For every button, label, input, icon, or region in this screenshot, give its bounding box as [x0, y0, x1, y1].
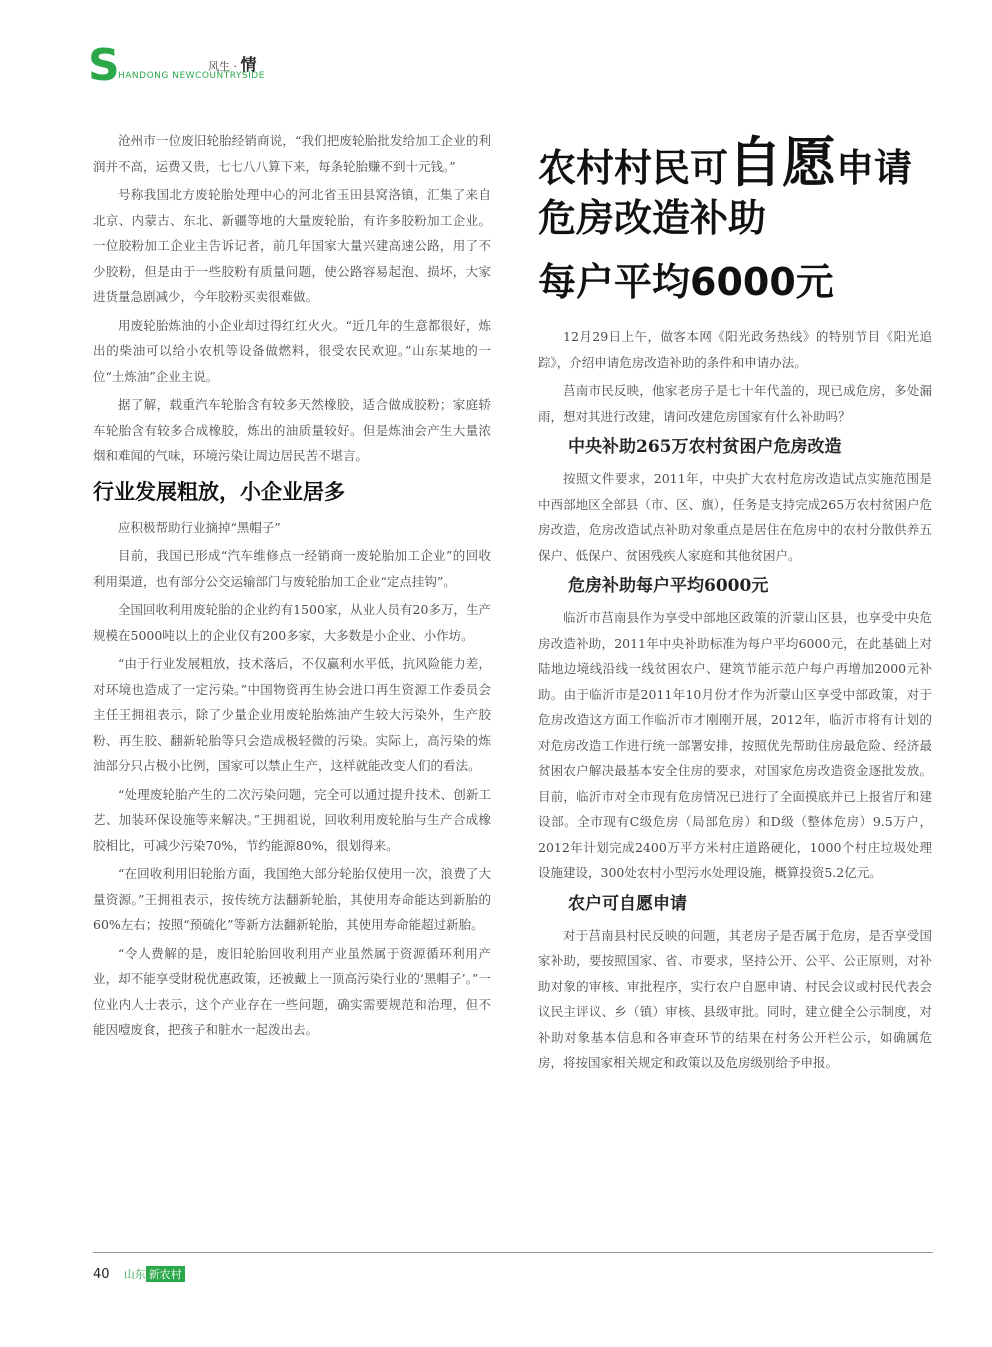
title-line-2: 危房改造补助	[538, 196, 767, 240]
title-line-1-part-b: 申请	[836, 146, 913, 190]
paragraph: 沧州市一位废旧轮胎经销商说，“我们把废轮胎批发给加工企业的利润并不高，运费又贵，七七八八算下来，每条轮胎赚不到十元钱。”	[93, 133, 491, 174]
paragraph: 全国回收利用废轮胎的企业约有1500家，从业人员有20多万，生产规模在5000吨以上的企业仅有200多家，大多数是小企业、小作坊。	[93, 602, 491, 643]
paragraph: 对于莒南县村民反映的问题，其老房子是否属于危房，是否享受国家补助，要按照国家、省、市要求，坚持公开、公平、公正原则，对补助对象的审核、审批程序，实行农户自愿申请、村民会议或村民代表会议民主评议、乡（镇）审核、县级审批。同时，建立健全公示制度，对补助对象基本信息和各审查环节的结果在村务公开栏公示，如确属危房，将按国家相关规定和政策以及危房级别给予申报。	[538, 927, 932, 1070]
paragraph: 应积极帮助行业摘掉“黑帽子”	[118, 519, 281, 535]
paragraph: 用废轮胎炼油的小企业却过得红红火火。“近几年的生意都很好，炼出的柴油可以给小农机等设备做燃料，很受农民欢迎。”山东某地的一位“土炼油”企业主说。	[93, 317, 491, 384]
right-column	[538, 324, 932, 1079]
column-name-big: 情	[240, 55, 257, 74]
magazine-header	[88, 40, 288, 91]
title-line-3: 每户平均6000元	[538, 260, 834, 304]
subsection-heading: 中央补助265万农村贫困户危房改造	[568, 437, 842, 457]
logo-letter: S	[88, 40, 120, 91]
paragraph: “令人费解的是，废旧轮胎回收利用产业虽然属于资源循环利用产业，却不能享受財税优惠政策，还被戴上一顶高污染行业的‘黑帽子’。”一位业内人士表示，这个产业存在一些问题，确实需要规范和治理，但不能因噎废食，把孩子和脏水一起泼出去。	[93, 945, 491, 1037]
article-sections	[538, 432, 932, 1076]
logo-subtitle: HANDONG NEWCOUNTRYSIDE	[118, 71, 265, 81]
footer-brand-prefix: 山东	[123, 1268, 146, 1281]
title-line-1-part-a: 农村村民可	[538, 146, 729, 190]
paragraph: 按照文件要求，2011年，中央扩大农村危房改造试点实施范围是中西部地区全部县（市、区、旗），任务是支持完成265万农村贫困户危房改造，危房改造试点补助对象重点是居住在危房中的农村分散供养五保户、低保户、贫困残疾人家庭和其他贫困户。	[538, 471, 932, 563]
title-line-1-emphasis: 自愿	[728, 131, 837, 194]
paragraph: 目前，我国已形成“汽车维修点一经销商一废轮胎加工企业”的回收利用渠道，也有部分公交运输部门与废轮胎加工企业“定点挂钩”。	[93, 548, 491, 589]
column-name: 风生 · 情	[208, 55, 257, 74]
paragraph: “在回收利用旧轮胎方面，我国绝大部分轮胎仅使用一次，浪费了大量资源。”王拥祖表示，按传统方法翻新轮胎，其使用寿命能达到新胎的60%左右；按照“预硫化”等新方法翻新轮胎，其使用寿命能超过新胎。	[93, 866, 491, 932]
title-line-1	[538, 131, 938, 194]
paragraph: 临沂市莒南县作为享受中部地区政策的沂蒙山区县，也享受中央危房改造补助，2011年中央补助标准为每户平均6000元，在此基础上对陆地边境线沿线一线贫困农户、建筑节能示范户每户再增加2000元补助。由于临沂市是2011年10月份才作为沂蒙山区享受中部政策，对于危房改造这方面工作临沂市才刚刚开展，2012年，临沂市将有计划的对危房改造工作进行统一部署安排，按照优先帮助住房最危险、经济最贫困农户解决最基本安全住房的要求，对国家危房改造资金逐批发放。目前，临沂市对全市现有危房情况已进行了全面摸底并已上报省厅和建设部。全市现有C级危房（局部危房）和D级（整体危房）9.5万户，2012年计划完成2400万平方米村庄道路硬化，1000个村庄垃圾处理设施建设，300处农村小型污水处理设施，概算投资5.2亿元。	[538, 610, 932, 880]
article-title	[538, 131, 938, 307]
left-paragraphs-bottom	[93, 515, 491, 1043]
left-column	[93, 128, 491, 1046]
subsection-heading: 危房补助每户平均6000元	[568, 576, 769, 596]
subsection-heading: 农户可自愿申请	[568, 893, 687, 914]
page-number: 40	[93, 1267, 110, 1282]
intro-paragraphs	[538, 324, 932, 429]
footer-brand	[124, 1266, 185, 1282]
paragraph: 莒南市民反映，他家老房子是七十年代盖的，现已成危房，多处漏雨，想对其进行改建，请问改建危房国家有什么补助吗？	[538, 383, 932, 424]
paragraph: 据了解，载重汽车轮胎含有较多天然橡胶，适合做成胶粉；家庭轿车轮胎含有较多合成橡胶，炼出的油质量较好。但是炼油会产生大量浓烟和难闻的气味，环境污染让周边居民苦不堪言。	[93, 397, 491, 463]
left-paragraphs-top	[93, 128, 491, 469]
paragraph: 号称我国北方废轮胎处理中心的河北省玉田县窝洛镇，汇集了来自北京、内蒙古、东北、新疆等地的大量废轮胎，有许多胶粉加工企业。一位胶粉加工企业主告诉记者，前几年国家大量兴建高速公路，用了不少胶粉，但是由于一些胶粉有质量问题，使公路容易起泡、损坏，大家进货量急剧减少，今年胶粉买卖很难做。	[93, 187, 491, 304]
paragraph: “处理废轮胎产生的二次污染问题，完全可以通过提升技术、创新工艺、加装环保设施等来解决。”王拥祖说，回收利用废轮胎与生产合成橡胶相比，可减少污染70%，节约能源80%，很划得来。	[93, 786, 491, 853]
footer-brand-box: 新农村	[146, 1266, 185, 1282]
paragraph: “由于行业发展粗放，技术落后，不仅赢利水平低，抗风险能力差，对环境也造成了一定污染。”中国物资再生协会进口再生资源工作委员会主任王拥祖表示，除了少量企业用废轮胎炼油产生较大污染外，生产胶粉、再生胶、翻新轮胎等只会造成极轻微的污染。实际上，高污染的炼油部分只占极小比例，国家可以禁止生产，这样就能改变人们的看法。	[93, 656, 491, 773]
section-heading: 行业发展粗放，小企业居多	[93, 479, 345, 504]
paragraph: 12月29日上午，做客本网《阳光政务热线》的特别节目《阳光追踪》，介绍申请危房改造补助的条件和申请办法。	[538, 329, 932, 370]
page-footer	[93, 1266, 185, 1282]
column-name-small: 风生	[208, 60, 230, 73]
footer-divider	[93, 1252, 933, 1253]
